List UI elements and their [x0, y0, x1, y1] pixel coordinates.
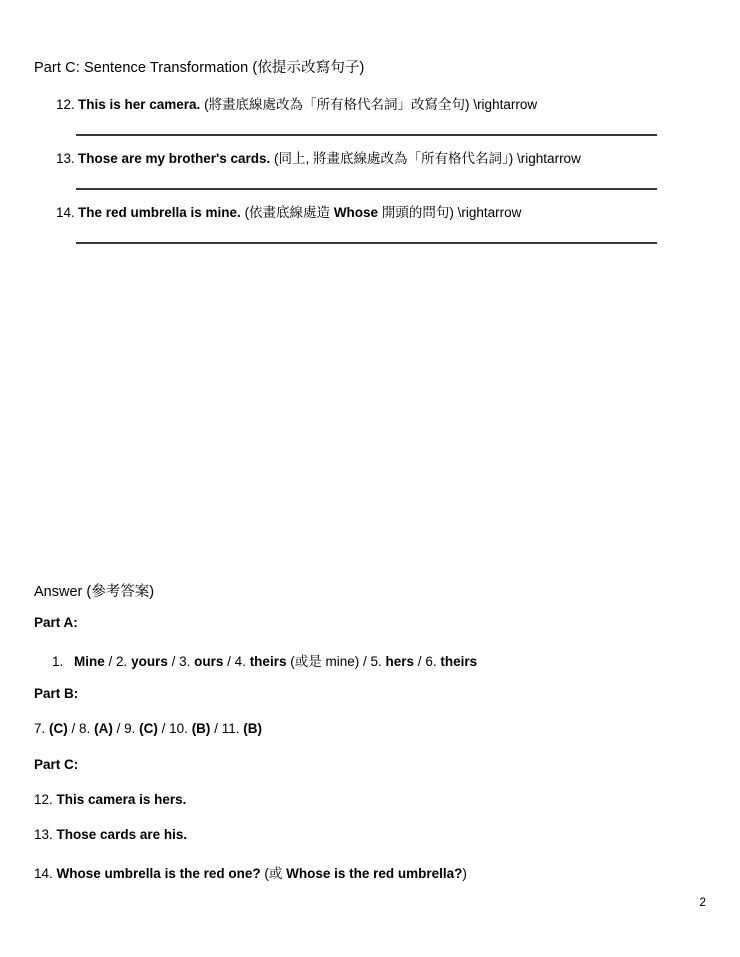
answer-rule-13	[76, 188, 657, 190]
answer-a-sep-2: /	[167, 654, 180, 669]
answer-a-note-4: (或是 mine)	[286, 654, 360, 669]
answer-part-c-line-12	[34, 792, 186, 807]
answer-section-title: Answer (參考答案)	[34, 584, 155, 600]
answer-b-num-10: 10.	[169, 721, 188, 736]
question-arrow-14: \rightarrow	[457, 205, 522, 220]
question-number-13: 13.	[56, 151, 75, 166]
question-number-14: 14.	[56, 205, 75, 220]
answer-b-num-8: 8.	[79, 721, 91, 736]
answer-b-val-9: (C)	[139, 721, 158, 736]
answer-rule-12	[76, 134, 657, 136]
answer-a-sep-4: /	[359, 654, 371, 669]
answer-a-val-2: yours	[131, 654, 168, 669]
answer-b-val-10: (B)	[191, 721, 211, 736]
answer-a-sep-5: /	[414, 654, 426, 669]
answer-a-val-1: Mine	[74, 654, 105, 669]
question-stem-12: This is her camera.	[78, 97, 201, 112]
answer-c-num-14: 14.	[34, 866, 53, 881]
answer-part-c-line-13	[34, 827, 187, 842]
answer-c-alt-suffix-14: )	[462, 866, 467, 881]
answer-rule-14	[76, 242, 657, 244]
question-arrow-12: \rightarrow	[473, 97, 538, 112]
question-hint-13: (同上, 將畫底線處改為「所有格代名詞」)	[270, 151, 518, 166]
part-c-heading: Part C: Sentence Transformation (依提示改寫句子)	[34, 60, 365, 76]
question-row-13	[34, 151, 714, 168]
answer-a-num-6: 6.	[425, 654, 437, 669]
question-row-12	[34, 97, 714, 114]
answer-a-num-3: 3.	[179, 654, 191, 669]
answer-a-num-5: 5.	[370, 654, 382, 669]
answer-b-val-8: (A)	[94, 721, 113, 736]
question-stem-14: The red umbrella is mine.	[78, 205, 241, 220]
question-number-12: 12.	[56, 97, 75, 112]
answer-part-c-line-14	[34, 862, 467, 882]
question-hint-12: (將畫底線處改為「所有格代名詞」改寫全句)	[200, 97, 474, 112]
question-arrow-13: \rightarrow	[517, 151, 581, 166]
question-row-14	[34, 205, 714, 222]
answer-c-alt-prefix-14: (或	[260, 866, 287, 881]
answer-a-sep-3: /	[223, 654, 235, 669]
answer-part-b-line: 7. (C) / 8. (A) / 9. (C) / 10. (B) / 11. (B)	[34, 721, 262, 736]
answer-a-val-6: theirs	[440, 654, 478, 669]
answer-c-num-13: 13.	[34, 827, 53, 842]
question-hint-14-keyword: Whose	[333, 205, 379, 220]
answer-part-c-label: Part C:	[34, 757, 79, 772]
question-hint-14-before: (依畫底線處造	[240, 205, 334, 220]
answer-b-num-7: 7.	[34, 721, 46, 736]
answer-a-num-4: 4.	[234, 654, 246, 669]
answer-b-num-9: 9.	[124, 721, 136, 736]
page-number: 2	[699, 895, 706, 909]
answer-a-val-4: theirs	[249, 654, 287, 669]
answer-part-a-label: Part A:	[34, 615, 78, 630]
answer-a-num-2: 2.	[116, 654, 128, 669]
answer-a-num-1: 1.	[52, 654, 64, 669]
answer-part-a-line	[52, 650, 477, 670]
question-stem-13: Those are my brother's cards.	[78, 151, 271, 166]
answer-c-alt-14: Whose is the red umbrella?	[286, 866, 463, 881]
answer-a-val-3: ours	[194, 654, 224, 669]
answer-c-val-13: Those cards are his.	[56, 827, 188, 842]
question-hint-14-after: 開頭的問句)	[378, 205, 458, 220]
answer-a-val-5: hers	[385, 654, 415, 669]
answer-b-val-7: (C)	[49, 721, 68, 736]
answer-part-b-label: Part B:	[34, 686, 79, 701]
answer-c-val-14: Whose umbrella is the red one?	[56, 866, 261, 881]
answer-b-num-11: 11.	[221, 721, 240, 736]
answer-a-sep-1: /	[104, 654, 117, 669]
answer-c-num-12: 12.	[34, 792, 53, 807]
answer-b-val-11: (B)	[243, 721, 262, 736]
answer-c-val-12: This camera is hers.	[56, 792, 187, 807]
